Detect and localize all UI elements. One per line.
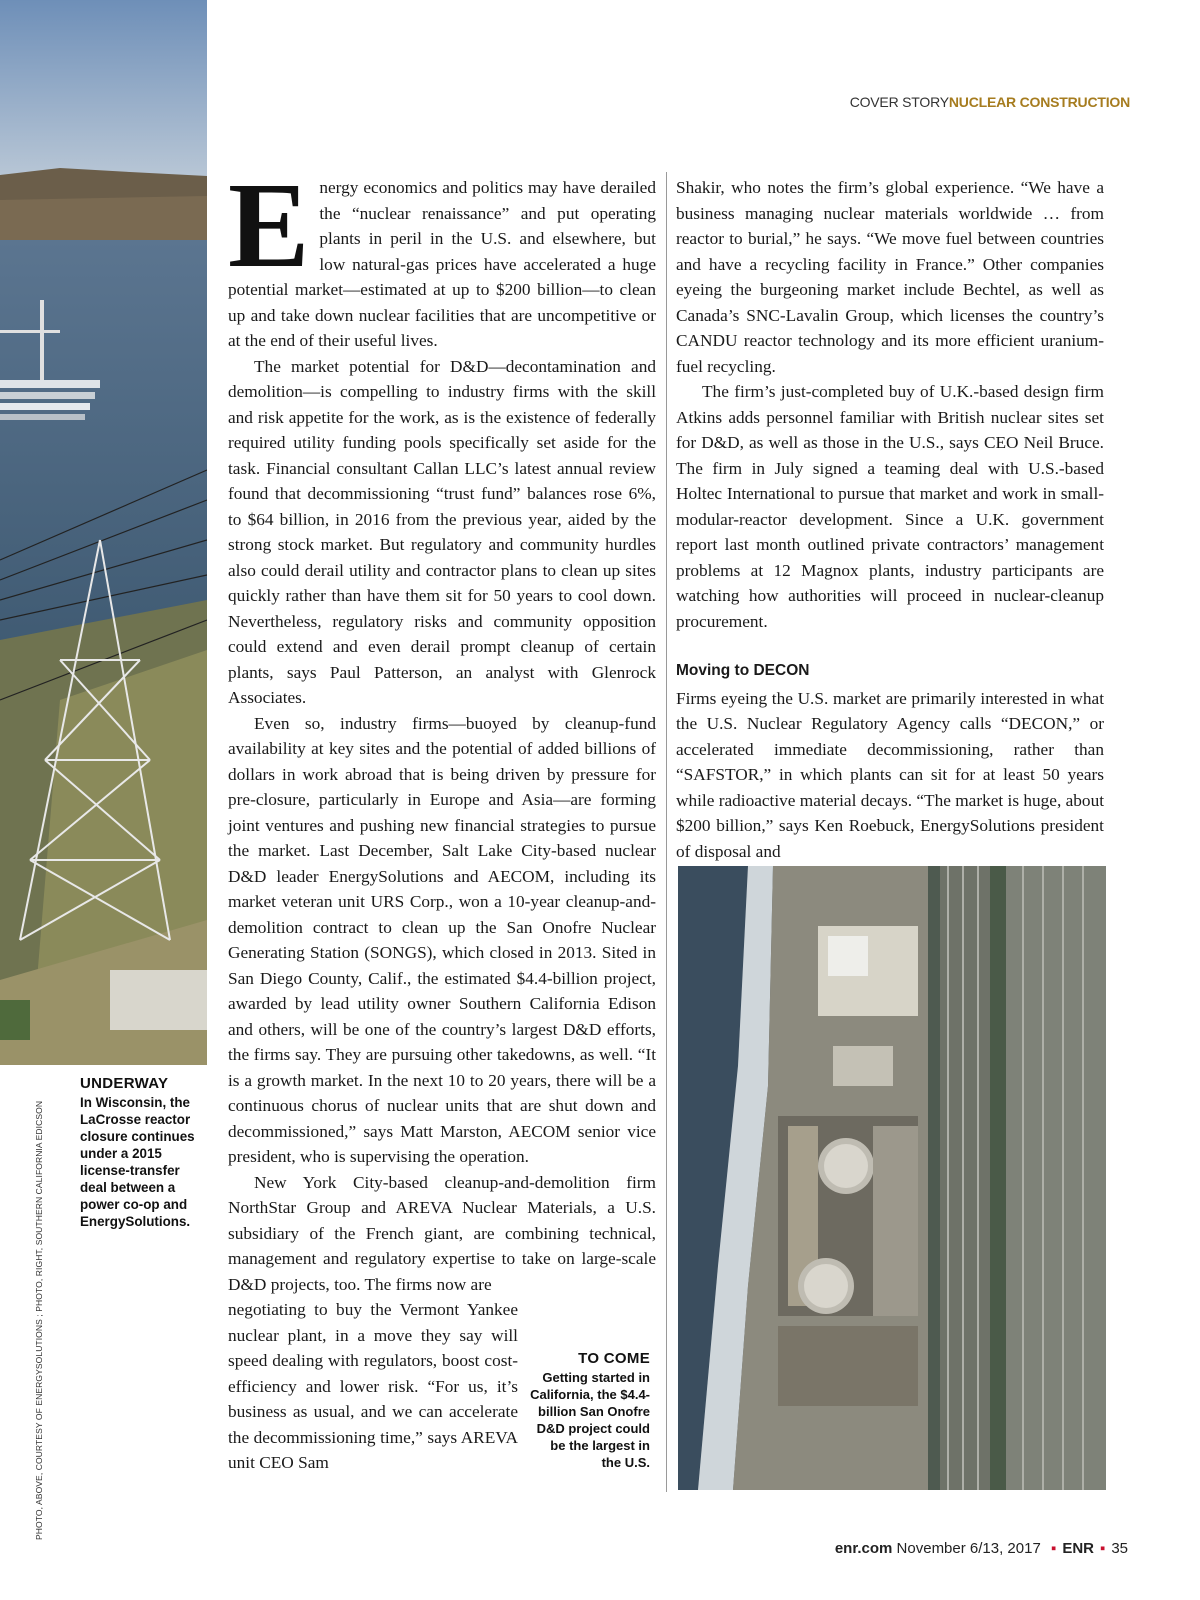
photo-lacrosse-reactor [0, 0, 207, 1065]
drop-cap: E [228, 158, 310, 293]
caption-title: TO COME [578, 1350, 650, 1367]
article-paragraph-continued: negotiating to buy the Vermont Yankee nuclear plant, in a move they say will speed dealing with regulators, boost cost-efficiency and lower risk. “For us, it’s business as usual, and we can accelerate the decommissioning time,” says AREVA unit CEO Sam [228, 1300, 518, 1472]
page-number: 35 [1111, 1540, 1128, 1557]
article-paragraph: New York City-based cleanup-and-demolition firm NorthStar Group and AREVA Nuclear Materials, a U.S. subsidiary of the French giant, are combining technical, management and regulatory expertise to take on large-scale D&D projects, too. The firms now are [228, 1172, 656, 1294]
section-topic: NUCLEAR CONSTRUCTION [948, 94, 1130, 110]
article-paragraph: Shakir, who notes the firm’s global experience. “We have a business managing nuclear materials worldwide … from reactor to burial,” he says. “We move fuel between countries and have a recycling facility in France.” Other companies eyeing the burgeoning market include Bechtel, as well as Canada’s SNC-Lavalin Group, which licenses the country’s CANDU reactor technology and its more efficient uranium-fuel recycling. [676, 178, 1104, 376]
section-label: COVER STORY [849, 94, 949, 110]
footer-separator: ▪ [1050, 1540, 1057, 1557]
caption-text: In Wisconsin, the LaCrosse reactor closure continues under a 2015 license-transfer deal between a power co-op and EnergySolutions. [80, 1095, 195, 1229]
section-header [850, 94, 1130, 110]
footer-separator: ▪ [1099, 1540, 1106, 1557]
article-column-1 [228, 158, 656, 1476]
article-column-2 [676, 175, 1104, 864]
page-footer [835, 1540, 1128, 1557]
photo-credit: PHOTO, ABOVE, COURTESY OF ENERGYSOLUTIONS ; PHOTO, RIGHT, SOUTHERN CALIFORNIA EDICSON [34, 1100, 44, 1540]
caption-underway [80, 1075, 205, 1230]
article-paragraph: Even so, industry firms—buoyed by cleanup-fund availability at key sites and the potential of added billions of dollars in work abroad that is being driven by pressure for pre-closure, particularly in Europe and Asia—are forming joint ventures and pushing new financial strategies to pursue the market. Last December, Salt Lake City-based nuclear D&D leader EnergySolutions and AECOM, including its market veteran unit URS Corp., won a 10-year cleanup-and-demolition contract to clean up the San Onofre Nuclear Generating Station (SONGS), which closed in 2013. Sited in San Diego County, Calif., the estimated $4.4-billion project, awarded by lead utility owner Southern California Edison and others, will be one of the country’s largest D&D efforts, the firms say. They are pursuing other takedowns, as well. “It is a growth market. In the next 10 to 20 years, there will be a continuous chorus of nuclear units that are shut down and decommissioned,” says Matt Marston, AECOM senior vice president, who is supervising the operation. [228, 713, 656, 1166]
footer-publication: ENR [1062, 1540, 1094, 1557]
footer-date: November 6/13, 2017 [896, 1540, 1041, 1557]
photo-san-onofre [678, 866, 1106, 1490]
article-paragraph: Energy economics and politics may have derailed the “nuclear renaissance” and put operating plants in peril in the U.S. and elsewhere, but low natural-gas prices have accelerated a huge potential market—estimated at up to $200 billion—to clean up and take down nuclear facilities that are uncompetitive or at the end of their useful lives. [228, 158, 656, 350]
article-paragraph: The firm’s just-completed buy of U.K.-based design firm Atkins adds personnel familiar with British nuclear sites set for D&D, as well as those in the U.S., says CEO Neil Bruce. The firm in July signed a teaming deal with U.S.-based Holtec International to pursue that market and work in small-modular-reactor development. Since a U.K. government report last month outlined private contractors’ management problems at 12 Magnox plants, industry participants are watching how authorities will proceed in nuclear-cleanup procurement. [676, 382, 1104, 631]
footer-site: enr.com [834, 1540, 893, 1557]
article-paragraph: The market potential for D&D—decontamination and demolition—is compelling to industry firms with the skill and risk appetite for the work, as is the existence of federally required utility funding pools specifically set aside for the task. Financial consultant Callan LLC’s latest annual review found that decommissioning “trust fund” balances rose 6%, to $64 billion, in 2016 from the previous year, aided by the strong stock market. But regulatory and community hurdles also could derail utility and contractor plans to clean up sites quickly rather than have them sit for 50 years to cool down. Nevertheless, regulatory risks and community opposition could extend and even derail prompt cleanup of certain plants, says Paul Patterson, an analyst with Glenrock Associates. [228, 356, 656, 707]
column-divider [666, 172, 667, 1492]
caption-text: Getting started in California, the $4.4-billion San Onofre D&D project could be the largest in the U.S. [530, 1370, 650, 1470]
article-paragraph: Firms eyeing the U.S. market are primarily interested in what the U.S. Nuclear Regulatory Agency calls “DECON,” or accelerated immediate decommissioning, rather than “SAFSTOR,” in which plants can sit for at least 50 years while radioactive material decays. “The market is huge, about $200 billion,” says Ken Roebuck, EnergySolutions president of disposal and [676, 688, 1105, 861]
subhead: Moving to DECON [676, 662, 810, 679]
caption-to-come [530, 1350, 650, 1471]
caption-title: UNDERWAY [80, 1075, 169, 1092]
